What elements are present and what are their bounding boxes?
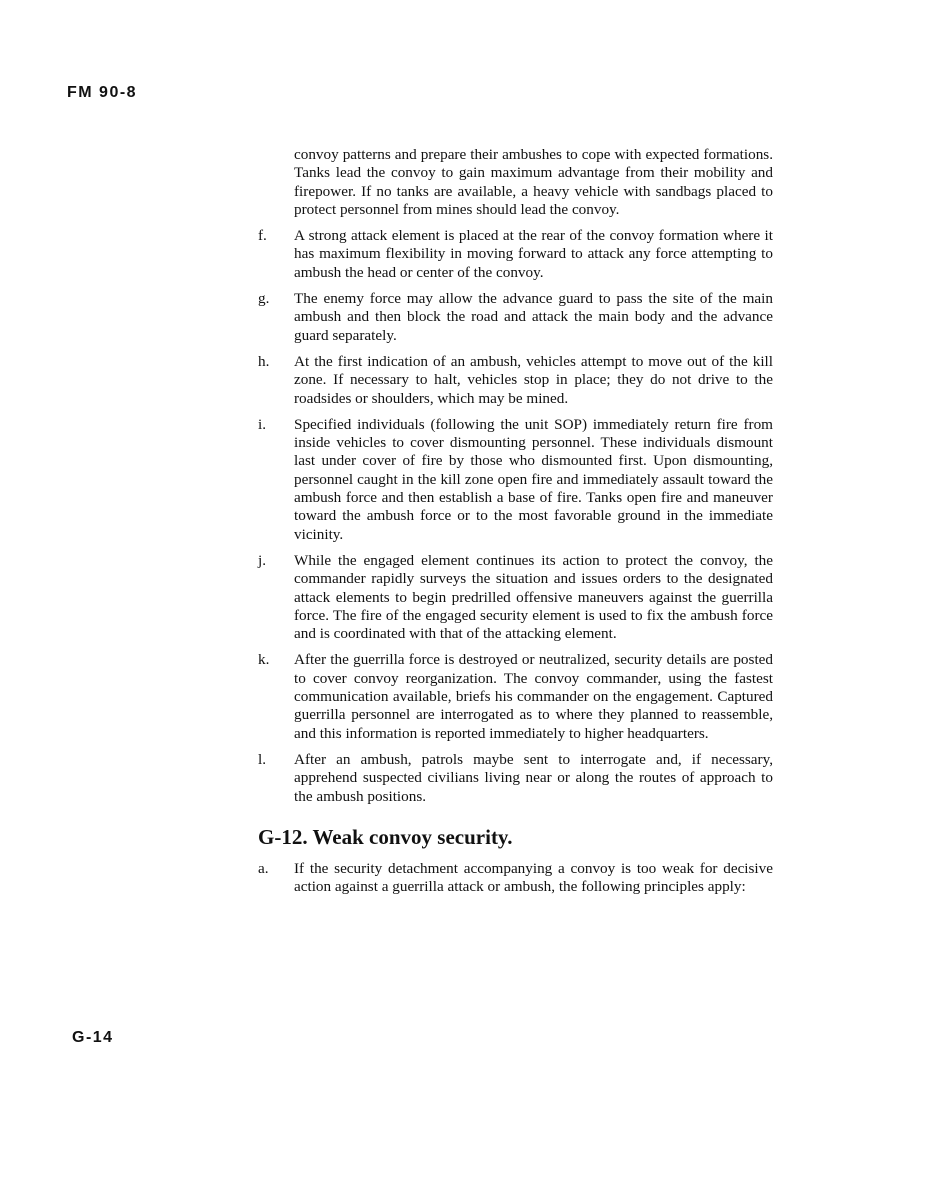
page-body [258, 146, 773, 905]
list-item-label: i. [258, 415, 267, 433]
list-item [258, 290, 773, 345]
page-header: FM 90-8 [67, 84, 138, 101]
list-item [258, 860, 773, 897]
list-item [258, 651, 773, 742]
list-item-label: f. [258, 227, 267, 245]
list-item [258, 353, 773, 408]
list-item-text: After the guerrilla force is destroyed or neutralized, security details are posted to cover convoy reorganization. The convoy commander, using the fastest communication available, briefs his commander on the engagement. Captured guerrilla personnel are interrogated as to where they planned to reassemble, and this information is reported immediately to higher headquarters. [294, 651, 773, 742]
page-number: G-14 [72, 1029, 114, 1046]
list-item [258, 751, 773, 806]
list-item [258, 416, 773, 544]
section-heading: G-12. Weak convoy security. [258, 824, 513, 849]
list-item [258, 227, 773, 282]
list-item-text: The enemy force may allow the advance guard to pass the site of the main ambush and then block the road and attack the main body and the advance guard separately. [294, 290, 773, 344]
list-item-text: At the first indication of an ambush, vehicles attempt to move out of the kill zone. If necessary to halt, vehicles stop in place; they do not drive to the roadsides or shoulders, which may be mined. [294, 352, 773, 407]
list-item-text: A strong attack element is placed at the rear of the convoy formation where it has maximum flexibility in moving forward to attack any force attempting to ambush the head or center of the convoy. [294, 227, 773, 281]
list-item-label: h. [258, 352, 270, 370]
continuation-paragraph: convoy patterns and prepare their ambushes to cope with expected formations. Tanks lead the convoy to gain maximum advantage from their mobility and firepower. If no tanks are available, a heavy vehicle with sandbags placed to protect personnel from mines should lead the convoy. [294, 146, 773, 218]
list-item-text: After an ambush, patrols maybe sent to interrogate and, if necessary, apprehend suspected civilians living near or along the routes of approach to the ambush positions. [294, 750, 773, 805]
list-item-label: a. [258, 860, 269, 878]
list-item-text: If the security detachment accompanying a convoy is too weak for decisive action against a guerrilla attack or ambush, the following principles apply: [294, 860, 773, 896]
list-item-label: g. [258, 290, 270, 308]
list-item [258, 552, 773, 643]
list-item-text: While the engaged element continues its action to protect the convoy, the commander rapidly surveys the situation and issues orders to the designated attack elements to begin predrilled offensive maneuvers against the guerrilla force. The fire of the engaged security element is used to fix the ambush force and is coordinated with that of the attacking element. [294, 551, 773, 643]
list-item-label: k. [258, 651, 270, 669]
list-item-label: j. [258, 551, 267, 569]
list-item-text: Specified individuals (following the unit SOP) immediately return fire from inside vehicles to cover dismounting personnel. These individuals dismount last under cover of fire by those who dismounted first. Upon dismounting, personnel caught in the kill zone open fire and immediately assault toward the ambush force and then establish a base of fire. Tanks open fire and maneuver toward the ambush force or to the most favorable ground in the immediate vicinity. [294, 415, 773, 543]
list-item-label: l. [258, 750, 267, 768]
